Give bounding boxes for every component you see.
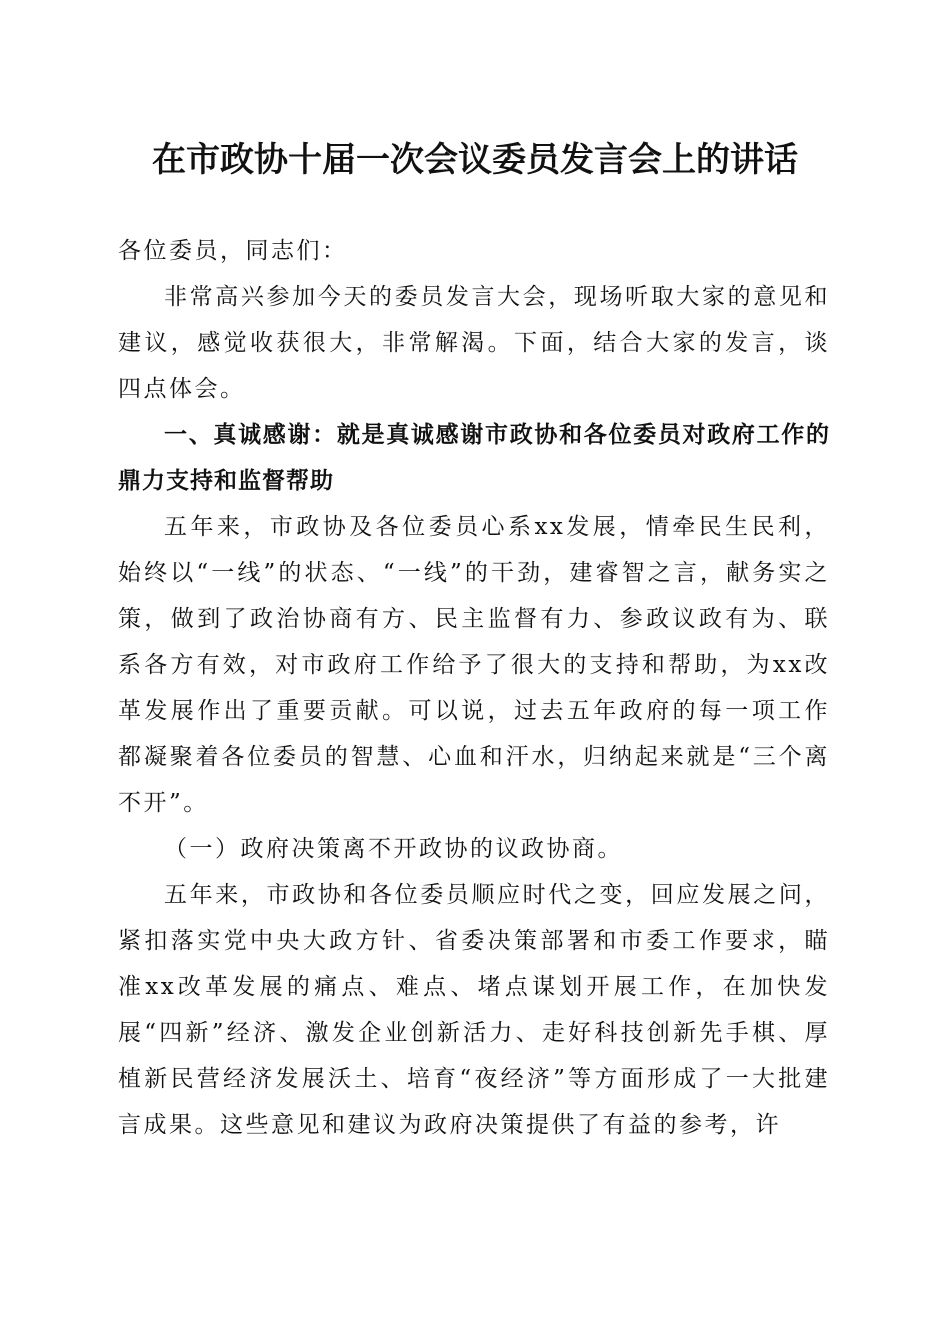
paragraph-five-years-support: 五年来，市政协及各位委员心系xx发展，情牵民生民利，始终以“一线”的状态、“一线”的干劲，建睿智之言，献务实之策，做到了政治协商有方、民主监督有力、参政议政有为、联系各方有效，对市政府工作给予了很大的支持和帮助，为xx改革发展作出了重要贡献。可以说，过去五年政府的每一项工作都凝聚着各位委员的智慧、心血和汗水，归纳起来就是“三个离不开”。: [118, 514, 830, 816]
paragraph-five-years-decision: 五年来，市政协和各位委员顺应时代之变，回应发展之问，紧扣落实党中央大政方针、省委决策部署和市委工作要求，瞄准xx改革发展的痛点、难点、堵点谋划开展工作，在加快发展“四新”经济、激发企业创新活力、走好科技创新先手棋、厚植新民营经济发展沃土、培育“夜经济”等方面形成了一大批建言成果。这些意见和建议为政府决策提供了有益的参考，许: [118, 882, 830, 1138]
document-body: [118, 228, 830, 1148]
salutation: 各位委员，同志们：: [118, 238, 348, 264]
subsection-heading-1: （一）政府决策离不开政协的议政协商。: [164, 836, 623, 862]
document-title: 在市政协十届一次会议委员发言会上的讲话: [152, 140, 798, 180]
section-heading-1: 一、真诚感谢：就是真诚感谢市政协和各位委员对政府工作的鼎力支持和监督帮助: [118, 422, 830, 494]
paragraph-intro: 非常高兴参加今天的委员发言大会，现场听取大家的意见和建议，感觉收获很大，非常解渴。下面，结合大家的发言，谈四点体会。: [118, 284, 830, 402]
